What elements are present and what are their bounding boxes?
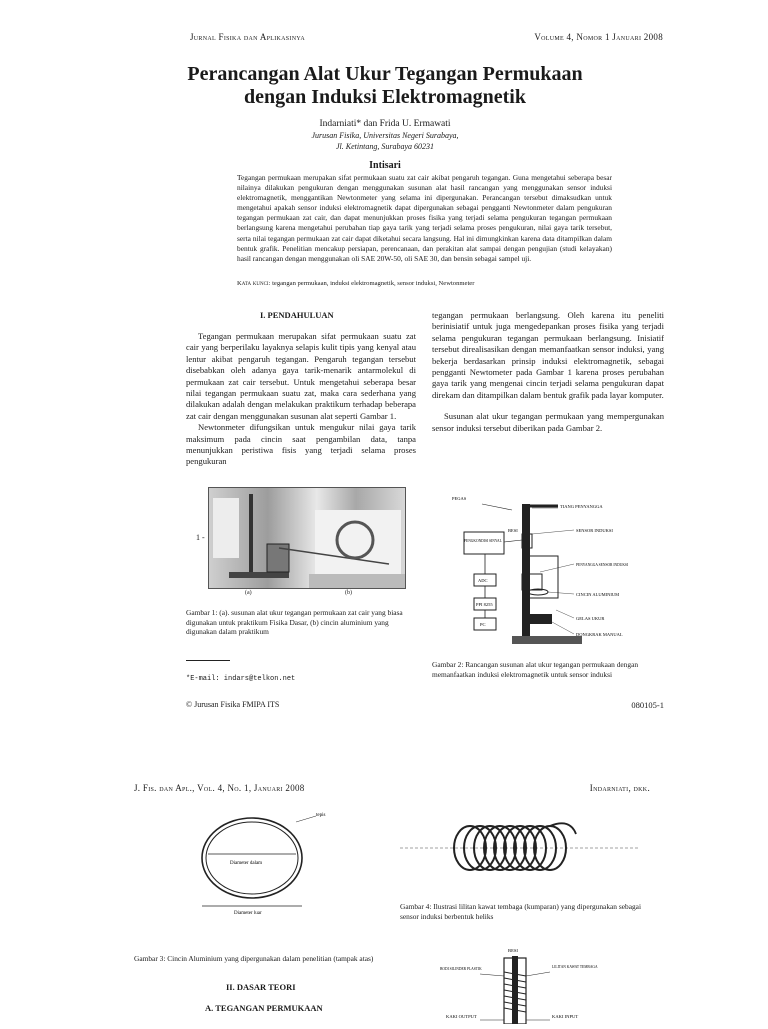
fig2-label-penyangga: PENYANGGA SENSOR INDUKSI [576,563,629,567]
copyright: © Jurusan Fisika FMIPA ITS [186,700,280,709]
fig2-label-dongkrak: DONGKRAK MANUAL [576,632,623,637]
fig2-label-gelas: GELAS UKUR [576,616,605,621]
affiliation-1: Jurusan Fisika, Universitas Negeri Surabaya, [311,131,459,140]
keywords-label: Kata kunci: [237,280,271,287]
fig3-label-tepis: tepis [316,813,326,818]
col2-paragraph-2: Susunan alat ukur tegangan permukaan yang mempergunakan sensor induksi tersebut diberikan pada Gambar 2. [432,411,664,433]
keywords-list: tegangan permukaan, induksi elektromagnetik, sensor induksi, Newtonmeter [272,280,475,287]
figure-5-sensor [440,946,610,1024]
footnote-email: *E-mail: indars@telkon.net [186,675,296,683]
figure-1-photo [208,487,406,589]
fig5-label-output: KAKI OUTPUT [446,1014,477,1019]
keywords [237,280,637,287]
fig5-label-lilitan: LILITAN KAWAT TEMBAGA [552,965,598,969]
fig3-label-dalam: Diameter dalam [230,861,263,866]
fig5-label-bodi: BODI SILINDER PLASTIK [440,967,482,971]
fig5-label-input: KAKI INPUT [552,1014,579,1019]
col1-paragraph-1: Tegangan permukaan merupakan sifat permukaan suatu zat cair yang berperilaku layaknya selapis kulit tipis yang kenyal atau lentur akibat pengaruh tegangan. Pengaruh tegangan tersebut disebabkan oleh adanya gaya tarik-menarik antarmolekul di permukaan zat cair tersebut. Untuk mengetahui seberapa besar nilai tegangan permukaan suatu zat, maka cara sederhana yang dilakukan adalah dengan melakukan praktikum terhadap beberapa zat cair dengan menggunakan susunan alat seperti Gambar 1. [186,331,416,421]
figure-1-caption: Gambar 1: (a). susunan alat ukur tegangan permukaan zat cair yang biasa digunakan untuk praktikum Fisika Dasar, (b) cincin aluminium yang digunakan dalam praktikum [186,608,403,637]
page2-header-right: Indarniati, dkk. [589,783,650,793]
title-line-1: Perancangan Alat Ukur Tegangan Permukaan [187,63,583,85]
fig2-label-cincin: CINCIN ALUMINIUM [576,592,620,597]
fig2-label-adc: ADC [478,578,488,583]
fig2-label-sensor: SENSOR INDUKSI [576,528,613,533]
fig2-label-pegas: PEGAS [452,496,467,501]
subsection-a-heading: A. TEGANGAN PERMUKAAN [205,1003,323,1013]
figure-2-diagram [452,494,652,654]
fig5-label-besi: BESI [508,948,518,953]
fig1-label-a: (a) [245,590,252,596]
section-2-heading: II. DASAR TEORI [226,982,296,992]
figure-4-coil [400,814,640,880]
column-2-text [432,310,664,434]
fig1-label-b: (b) [345,590,352,596]
title-line-2: dengan Induksi Elektromagnetik [244,86,526,108]
column-1-text [186,331,416,468]
figure-2-caption: Gambar 2: Rancangan susunan alat ukur tegangan permukaan dengan memanfaatkan induksi elektromagnetik untuk sensor induksi [432,660,639,679]
fig3-label-luar: Diameter luar [234,911,262,916]
abstract-heading: Intisari [369,160,401,171]
fig2-label-besi: BESI [508,528,518,533]
abstract-text: Tegangan permukaan merupakan sifat permukaan suatu zat cair akibat pengaruh tegangan. Guna mengetahui seberapa besar nilainya dilakukan pengukuran dengan menggunakan susunan alat hasil rancangan yang menggunakan sensor induksi elektromagnetik, menggantikan Newtonmeter yang selama ini dipergunakan. Perancangan tersebut dimaksudkan untuk mengetahui apakah sensor induksi elektromagnetik dapat dipergunakan sebagai pengganti Newtonmeter dalam pengukuran tegangan permukaan zat cair, dan dapat menunjukkan proses fisika yang terjadi selama pengukuran tegangan permukaan berlangsung karena mengetahui perubahan tiap gaya tarik yang terjadi selama proses pengukuran, nilai gaya tarik tersebut, serta nilai tegangan permukaan zat cair dapat diketahui secara langsung. Hal ini dimungkinkan karena data ditampilkan dalam bentuk grafik. Penelitian mencakup persiapan, perencanaan, dan perakitan alat sampai dengan pengujian (studi kelayakan) hasil rancangan dengan menggunakan oli SAE 20W-50, oli SAE 30, dan bensin sebagai sampel uji. [237,173,612,263]
footnote-rule [186,660,230,661]
page-code: 080105-1 [631,700,664,710]
authors: Indarniati* dan Frida U. Ermawati [319,119,451,129]
figure-3-caption: Gambar 3: Cincin Aluminium yang dipergunakan dalam penelitian (tampak atas) [134,954,374,963]
journal-volume: Volume 4, Nomor 1 Januari 2008 [534,32,663,42]
author-block [250,119,520,152]
fig2-label-ppi: PPI 8255 [476,602,493,607]
affiliation-2: Jl. Ketintang, Surabaya 60231 [336,142,434,151]
paper-title [150,63,620,109]
fig2-label-tiang: TIANG PENYANGGA [560,504,603,509]
col1-paragraph-2: Newtonmeter difungsikan untuk mengukur nilai gaya tarik maksimum pada cincin saat pengambilan data, tanpa menunjukkan peristiwa fisis yang terjadi selama proses pengukuran [186,422,416,467]
journal-name: Jurnal Fisika dan Aplikasinya [190,32,305,42]
section-1-heading: I. PENDAHULUAN [260,310,334,320]
figure-3-ring [196,806,336,918]
col2-paragraph-1: tegangan permukaan berlangsung. Oleh karena itu peneliti berinisiatif untuk juga mengedepankan proses fisika yang terjadi selama pengukuran tegangan permukaan berlangsung. Inisiatif tersebut direalisasikan dengan memanfaatkan sensor induksi, yang bekerja berdasarkan prinsip induksi elektromagnetik, sebagai pengganti Newtometer pada Gambar 1 karena proses perubahan gaya tarik yang mengenai cincin terjadi selama pengukuran dapat direkam dan ditampilkan dalam bentuk grafik pada layar komputer. [432,310,664,400]
page2-header-left: J. Fis. dan Apl., Vol. 4, No. 1, Januari 2008 [134,783,305,793]
fig2-label-pengkondisi: PENGKONDISI SINYAL [464,539,502,543]
fig2-label-pc: PC [480,622,486,627]
fig1-margin-mark: 1 - [196,533,205,542]
figure-4-caption: Gambar 4: Ilustrasi lilitan kawat tembaga (kumparan) yang dipergunakan sebagai sensor induksi berbentuk heliks [400,902,642,921]
